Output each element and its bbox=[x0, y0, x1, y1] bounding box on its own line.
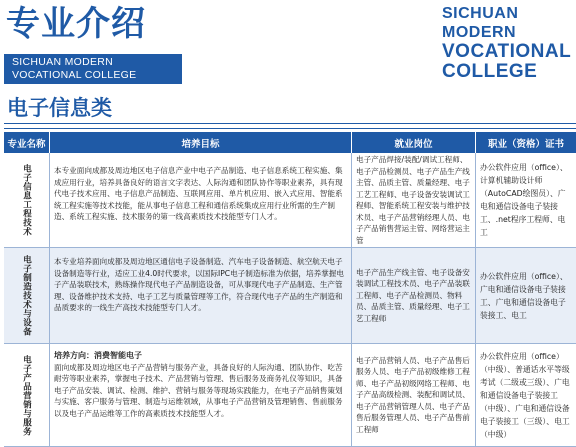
certificates-cell bbox=[476, 248, 576, 343]
certificates: 办公软件应用（office）、计算机辅助设计师（AutoCAD绘图员）、广电和通信设备电子装接工、.net程序工程师、电工 bbox=[480, 163, 568, 237]
watermark-line: VOCATIONAL bbox=[442, 41, 572, 62]
table-row bbox=[4, 153, 576, 248]
section-divider bbox=[4, 123, 576, 129]
page-title: 专业介绍 bbox=[6, 4, 146, 44]
majors-table bbox=[4, 132, 576, 447]
major-name: 电子产品营销与服务 bbox=[21, 354, 32, 436]
jobs: 电子产品营销人员、电子产品售后服务人员、电子产品初级维修工程师、电子产品初级网络工程师、电子产品高级检测、装配和调试员、电子产品营销管理人员、电子产品售后服务管理人员、电子产品售前工程师 bbox=[356, 355, 470, 434]
college-name-line1: SICHUAN MODERN bbox=[12, 56, 114, 68]
college-name-band bbox=[4, 54, 182, 84]
table-row bbox=[4, 344, 576, 447]
table-header bbox=[4, 132, 576, 153]
jobs: 电子产品生产线主管、电子设备安装调试工程技术员、电子产品装联工程师、电子产品检测员、物料员、品质主管、质量经理、电子工艺工程师 bbox=[356, 267, 470, 323]
certificates-cell bbox=[476, 344, 576, 446]
table-row bbox=[4, 248, 576, 344]
certificates: 办公软件应用（office）（中级）、普通话水平等级考试（二级或三级）、广电和通信设备电子装接工（中级）、广电和通信设备电子装接工（三级）、电工（中级） bbox=[480, 351, 570, 439]
watermark-line: SICHUAN bbox=[442, 5, 519, 22]
jobs-cell bbox=[352, 248, 476, 343]
jobs-cell bbox=[352, 153, 476, 247]
section-title: 电子信息类 bbox=[7, 96, 112, 120]
major-name-cell bbox=[4, 344, 50, 446]
jobs-cell bbox=[352, 344, 476, 446]
training-goal: 本专业面向成都及周边地区电子信息产业中电子产品制造、电子信息系统工程实施、集成应用行业，培养具备良好的语言文字表达、人际沟通和团队协作等职业素养，具有现代电子技术应用、电子信息产品制造、互联网应用、单片机应用、嵌入式应用、智能系统工程实施等技术技能，能从事电子信息工程和通信系统集成应用行业所需的生产制造、系统工程实施、技术服务的第一线高素质技术技能型专门人才。 bbox=[54, 166, 343, 221]
training-goal-cell bbox=[50, 153, 352, 247]
watermark-line: COLLEGE bbox=[442, 61, 538, 82]
header-jobs: 就业岗位 bbox=[352, 132, 476, 153]
header-major-name: 专业名称 bbox=[4, 132, 50, 153]
page-header bbox=[0, 0, 576, 92]
jobs: 电子产品焊接/装配/调试工程师、电子产品检测员、电子产品生产线主管、品质主管、质量经理、电子工艺工程师、电子设备安装调试工程师、智能系统工程安装与维护技术员、电子产品营销经理人员、电子产品销售营运主管、网络营运主管 bbox=[356, 155, 470, 245]
training-goal-cell bbox=[50, 344, 352, 446]
major-name-cell bbox=[4, 153, 50, 247]
watermark-line: MODERN bbox=[442, 24, 517, 41]
major-name: 电子制造技术与设备 bbox=[21, 255, 32, 336]
certificates: 办公软件应用（office）、广电和通信设备电子装接工、广电和通信设备电子装接工、电工 bbox=[480, 271, 568, 320]
college-name-line2: VOCATIONAL COLLEGE bbox=[12, 69, 137, 81]
certificates-cell bbox=[476, 153, 576, 247]
training-goal-cell bbox=[50, 248, 352, 343]
major-name-cell bbox=[4, 248, 50, 343]
header-certificates: 职业（资格）证书 bbox=[487, 138, 564, 150]
training-goal: 面向成都及周边地区电子产品营销与服务产业，具备良好的人际沟通、团队协作、吃苦耐劳等职业素养，掌握电子技术、产品营销与管理、售后服务及商务礼仪等知识，具备电子产品安装、调试、检测、维护、营销与服务等现场实践能力，在电子产品销售策划与实施、客户服务与管理、制造与运维领域，从事电子产品营销及管理销售、售前服务以及电子产品运维等工作的高素质技术技能型人才。 bbox=[54, 362, 343, 418]
training-goal: 本专业培养面向成都及周边地区通信电子设备制造、汽车电子设备制造、航空航天电子设备制造等行业，适应工业4.0时代要求，以国际IPC电子制造标准为依据，培养掌握电子产品装联技术，熟练操作现代电子产品制造设备，可从事现代电子产品制造、生产管理、设备维护技术支持、电子工艺与质量管理等工作，符合现代电子产品的生产制造和品质要求的一线生产高技术技能型专门人才。 bbox=[54, 257, 344, 312]
major-name: 电子信息工程技术 bbox=[21, 164, 32, 236]
header-training-goal: 培养目标 bbox=[50, 132, 352, 153]
training-direction: 培养方向：消费智能电子 bbox=[54, 351, 142, 360]
college-watermark bbox=[442, 4, 572, 82]
